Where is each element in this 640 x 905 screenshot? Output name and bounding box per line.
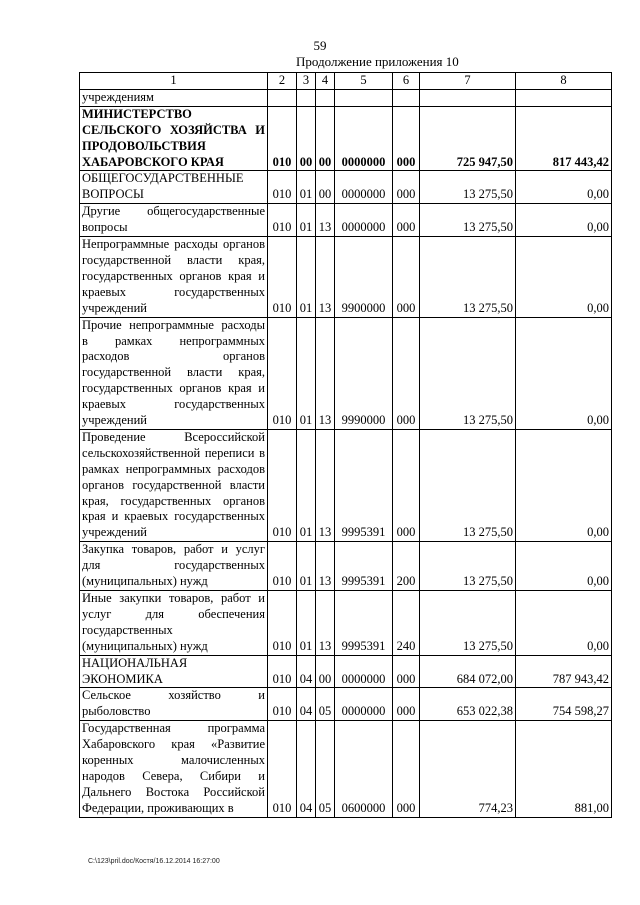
budget-table — [79, 72, 612, 818]
table-row — [80, 688, 612, 721]
subsection-code-cell: 01 — [297, 429, 316, 541]
table-row — [80, 591, 612, 656]
expense-type-cell: 000 — [393, 429, 420, 541]
row-name-cell: ОБЩЕГОСУДАРСТВЕННЫЕ ВОПРОСЫ — [80, 171, 268, 204]
row-name-cell: Другие общегосударственные вопросы — [80, 204, 268, 237]
expense-type-cell: 000 — [393, 204, 420, 237]
column-number-header-row — [80, 73, 612, 90]
appendix-subtitle: Продолжение приложения 10 — [296, 54, 459, 69]
expense-type-cell: 240 — [393, 591, 420, 656]
target-article-cell: 9900000 — [335, 237, 393, 318]
row-name-cell: Иные закупки товаров, работ и услуг для обеспечения государственных (муниципальных) нужд — [80, 591, 268, 656]
row-name-cell: Проведение Всероссийской сельскохозяйственной переписи в рамках непрограммных расходов органов государственной власти края, государственных органов края и краевых государственных учреждений — [80, 429, 268, 541]
subsection2-code-cell: 13 — [316, 237, 335, 318]
header-cell: 8 — [516, 73, 612, 90]
header-cell: 1 — [80, 73, 268, 90]
table-row — [80, 721, 612, 817]
subsection2-code-cell — [316, 89, 335, 106]
section-code-cell: 010 — [268, 429, 297, 541]
amount-2016-cell — [516, 89, 612, 106]
table-row — [80, 204, 612, 237]
amount-2016-cell: 0,00 — [516, 542, 612, 591]
table-row — [80, 429, 612, 541]
row-name-cell: Закупка товаров, работ и услуг для государственных (муниципальных) нужд — [80, 542, 268, 591]
subsection2-code-cell: 13 — [316, 591, 335, 656]
target-article-cell: 0000000 — [335, 204, 393, 237]
section-code-cell: 010 — [268, 688, 297, 721]
subsection-code-cell — [297, 89, 316, 106]
subsection-code-cell: 01 — [297, 317, 316, 429]
table-row — [80, 106, 612, 171]
subsection2-code-cell: 13 — [316, 429, 335, 541]
table-row — [80, 317, 612, 429]
amount-2016-cell: 0,00 — [516, 204, 612, 237]
amount-2016-cell: 0,00 — [516, 317, 612, 429]
header-cell: 2 — [268, 73, 297, 90]
file-path-footer: C:\123\pril.doc/Костя/16.12.2014 16:27:00 — [88, 858, 220, 865]
target-article-cell: 9995391 — [335, 542, 393, 591]
row-name-cell: МИНИСТЕРСТВО СЕЛЬСКОГО ХОЗЯЙСТВА И ПРОДОВОЛЬСТВИЯ ХАБАРОВСКОГО КРАЯ — [80, 106, 268, 171]
amount-2015-cell: 725 947,50 — [420, 106, 516, 171]
subsection-code-cell: 01 — [297, 237, 316, 318]
amount-2016-cell: 0,00 — [516, 429, 612, 541]
table-row — [80, 89, 612, 106]
header-cell: 5 — [335, 73, 393, 90]
target-article-cell: 0000000 — [335, 688, 393, 721]
section-code-cell: 010 — [268, 542, 297, 591]
target-article-cell: 9990000 — [335, 317, 393, 429]
subsection-code-cell: 04 — [297, 688, 316, 721]
expense-type-cell: 000 — [393, 106, 420, 171]
target-article-cell: 0000000 — [335, 171, 393, 204]
section-code-cell: 010 — [268, 721, 297, 817]
subsection2-code-cell: 13 — [316, 542, 335, 591]
header-cell: 6 — [393, 73, 420, 90]
expense-type-cell: 200 — [393, 542, 420, 591]
section-code-cell: 010 — [268, 106, 297, 171]
section-code-cell: 010 — [268, 204, 297, 237]
amount-2016-cell: 0,00 — [516, 591, 612, 656]
subsection-code-cell: 01 — [297, 542, 316, 591]
section-code-cell: 010 — [268, 591, 297, 656]
subsection2-code-cell: 00 — [316, 106, 335, 171]
amount-2016-cell: 0,00 — [516, 237, 612, 318]
row-name-cell: НАЦИОНАЛЬНАЯ ЭКОНОМИКА — [80, 655, 268, 688]
header-cell: 3 — [297, 73, 316, 90]
amount-2015-cell: 13 275,50 — [420, 317, 516, 429]
subsection-code-cell: 00 — [297, 106, 316, 171]
table-row — [80, 655, 612, 688]
subsection-code-cell: 04 — [297, 721, 316, 817]
table-row — [80, 542, 612, 591]
expense-type-cell: 000 — [393, 688, 420, 721]
expense-type-cell: 000 — [393, 655, 420, 688]
amount-2016-cell: 787 943,42 — [516, 655, 612, 688]
section-code-cell — [268, 89, 297, 106]
header-cell: 7 — [420, 73, 516, 90]
amount-2016-cell: 0,00 — [516, 171, 612, 204]
table-row — [80, 171, 612, 204]
page-number: 59 — [313, 38, 327, 53]
amount-2016-cell: 881,00 — [516, 721, 612, 817]
target-article-cell — [335, 89, 393, 106]
amount-2015-cell — [420, 89, 516, 106]
subsection2-code-cell: 05 — [316, 721, 335, 817]
amount-2015-cell: 653 022,38 — [420, 688, 516, 721]
section-code-cell: 010 — [268, 655, 297, 688]
amount-2015-cell: 13 275,50 — [420, 204, 516, 237]
amount-2015-cell: 684 072,00 — [420, 655, 516, 688]
section-code-cell: 010 — [268, 237, 297, 318]
subsection-code-cell: 04 — [297, 655, 316, 688]
amount-2015-cell: 13 275,50 — [420, 237, 516, 318]
subsection2-code-cell: 00 — [316, 655, 335, 688]
expense-type-cell: 000 — [393, 171, 420, 204]
expense-type-cell: 000 — [393, 317, 420, 429]
row-name-cell: Непрограммные расходы органов государственной власти края, государственных органов края и краевых государственных учреждений — [80, 237, 268, 318]
section-code-cell: 010 — [268, 171, 297, 204]
row-name-cell: учреждениям — [80, 89, 268, 106]
subsection2-code-cell: 00 — [316, 171, 335, 204]
target-article-cell: 0000000 — [335, 655, 393, 688]
target-article-cell: 0600000 — [335, 721, 393, 817]
expense-type-cell — [393, 89, 420, 106]
target-article-cell: 0000000 — [335, 106, 393, 171]
subsection2-code-cell: 05 — [316, 688, 335, 721]
amount-2015-cell: 13 275,50 — [420, 429, 516, 541]
amount-2015-cell: 13 275,50 — [420, 542, 516, 591]
amount-2015-cell: 774,23 — [420, 721, 516, 817]
subsection2-code-cell: 13 — [316, 204, 335, 237]
target-article-cell: 9995391 — [335, 429, 393, 541]
amount-2015-cell: 13 275,50 — [420, 591, 516, 656]
subsection-code-cell: 01 — [297, 204, 316, 237]
amount-2016-cell: 817 443,42 — [516, 106, 612, 171]
header-cell: 4 — [316, 73, 335, 90]
subsection-code-cell: 01 — [297, 171, 316, 204]
amount-2015-cell: 13 275,50 — [420, 171, 516, 204]
subsection2-code-cell: 13 — [316, 317, 335, 429]
row-name-cell: Государственная программа Хабаровского края «Развитие коренных малочисленных народов Севера, Сибири и Дальнего Востока Российской Федерации, проживающих в — [80, 721, 268, 817]
table-row — [80, 237, 612, 318]
row-name-cell: Прочие непрограммные расходы в рамках непрограммных расходов органов государственной власти края, государственных органов края и краевых государственных учреждений — [80, 317, 268, 429]
target-article-cell: 9995391 — [335, 591, 393, 656]
amount-2016-cell: 754 598,27 — [516, 688, 612, 721]
subsection-code-cell: 01 — [297, 591, 316, 656]
expense-type-cell: 000 — [393, 237, 420, 318]
row-name-cell: Сельское хозяйство и рыболовство — [80, 688, 268, 721]
expense-type-cell: 000 — [393, 721, 420, 817]
section-code-cell: 010 — [268, 317, 297, 429]
